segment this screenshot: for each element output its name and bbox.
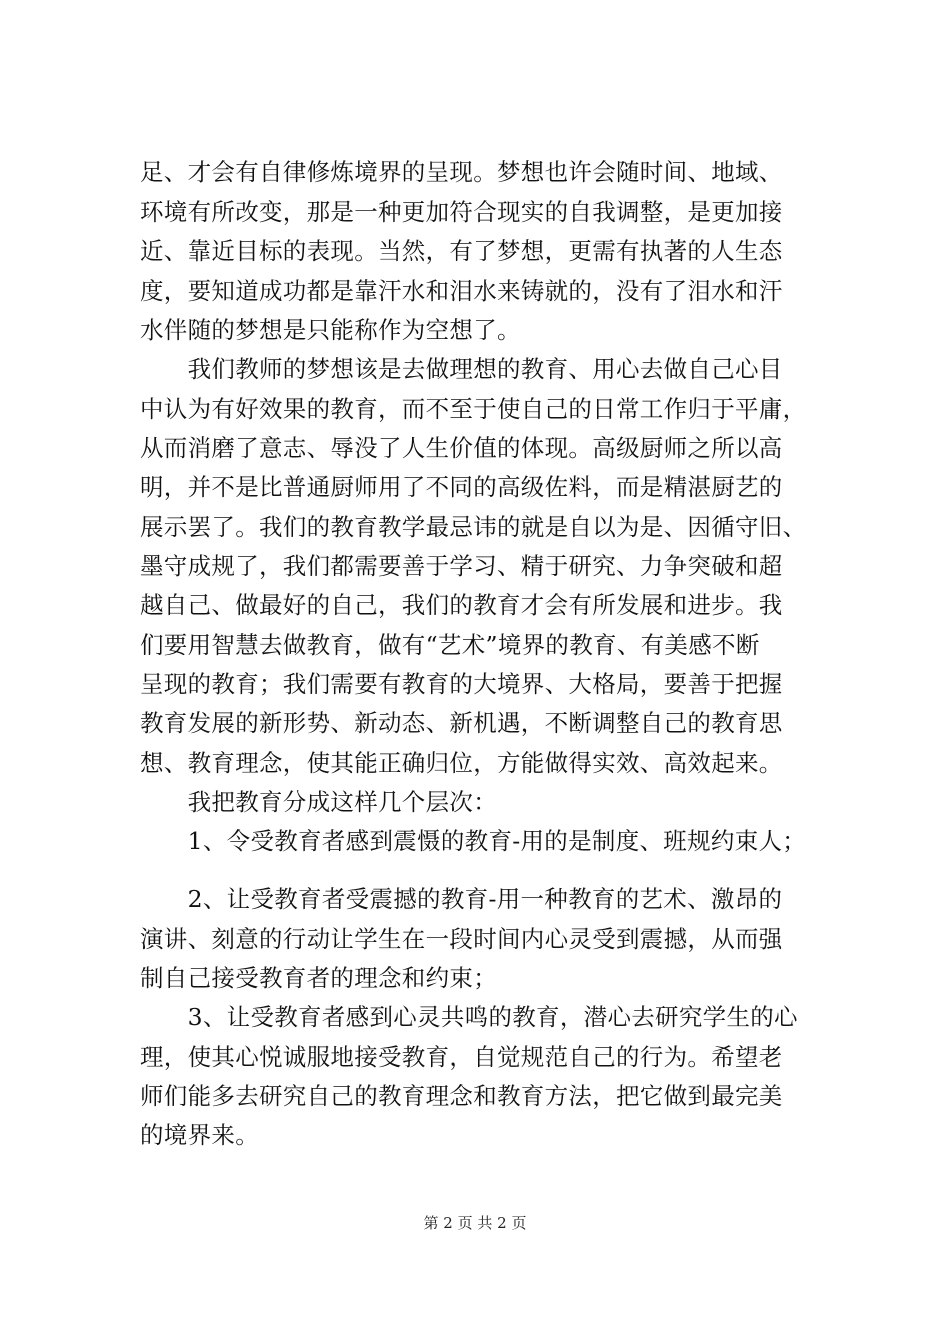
list-item-level-1: 1、令受教育者感到震慑的教育-用的是制度、班规约束人； xyxy=(140,827,807,855)
body-text-line: 我把教育分成这样几个层次： xyxy=(140,788,497,816)
body-text-line: 从而消磨了意志、辱没了人生价值的体现。高级厨师之所以高 xyxy=(140,434,783,462)
body-text-line: 教育发展的新形势、新动态、新机遇，不断调整自己的教育思 xyxy=(140,709,783,737)
body-text-line: 我们教师的梦想该是去做理想的教育、用心去做自己心目 xyxy=(140,355,783,383)
body-text-line: 制自己接受教育者的理念和约束； xyxy=(140,964,497,992)
body-text-line: 中认为有好效果的教育，而不至于使自己的日常工作归于平庸， xyxy=(140,395,807,423)
list-item-level-3: 3、让受教育者感到心灵共鸣的教育，潜心去研究学生的心 xyxy=(140,1003,798,1031)
body-text-line: 度，要知道成功都是靠汗水和泪水来铸就的，没有了泪水和汗 xyxy=(140,277,783,305)
body-text-line: 想、教育理念，使其能正确归位，方能做得实效、高效起来。 xyxy=(140,749,783,777)
body-text-line: 环境有所改变，那是一种更加符合现实的自我调整，是更加接 xyxy=(140,198,783,226)
body-text-line: 墨守成规了，我们都需要善于学习、精于研究、力争突破和超 xyxy=(140,552,783,580)
body-text-line: 近、靠近目标的表现。当然，有了梦想，更需有执著的人生态 xyxy=(140,237,783,265)
body-text-line: 展示罢了。我们的教育教学最忌讳的就是自以为是、因循守旧、 xyxy=(140,513,807,541)
list-item-level-2: 2、让受教育者受震撼的教育-用一种教育的艺术、激昂的 xyxy=(140,885,783,913)
body-text-line: 演讲、刻意的行动让学生在一段时间内心灵受到震撼，从而强 xyxy=(140,925,783,953)
body-text-line: 足、才会有自律修炼境界的呈现。梦想也许会随时间、地域、 xyxy=(140,158,783,186)
body-text-line: 理，使其心悦诚服地接受教育，自觉规范自己的行为。希望老 xyxy=(140,1043,783,1071)
body-text-line: 呈现的教育；我们需要有教育的大境界、大格局，要善于把握 xyxy=(140,670,783,698)
page-number-footer: 第 2 页 共 2 页 xyxy=(423,1214,527,1232)
body-text-line: 们要用智慧去做教育，做有“艺术”境界的教育、有美感不断 xyxy=(140,631,760,659)
body-text-line: 师们能多去研究自己的教育理念和教育方法，把它做到最完美 xyxy=(140,1082,783,1110)
body-text-line: 水伴随的梦想是只能称作为空想了。 xyxy=(140,316,521,344)
body-text-line: 的境界来。 xyxy=(140,1121,259,1149)
body-text-line: 越自己、做最好的自己，我们的教育才会有所发展和进步。我 xyxy=(140,591,783,619)
body-text-line: 明，并不是比普通厨师用了不同的高级佐料，而是精湛厨艺的 xyxy=(140,473,783,501)
